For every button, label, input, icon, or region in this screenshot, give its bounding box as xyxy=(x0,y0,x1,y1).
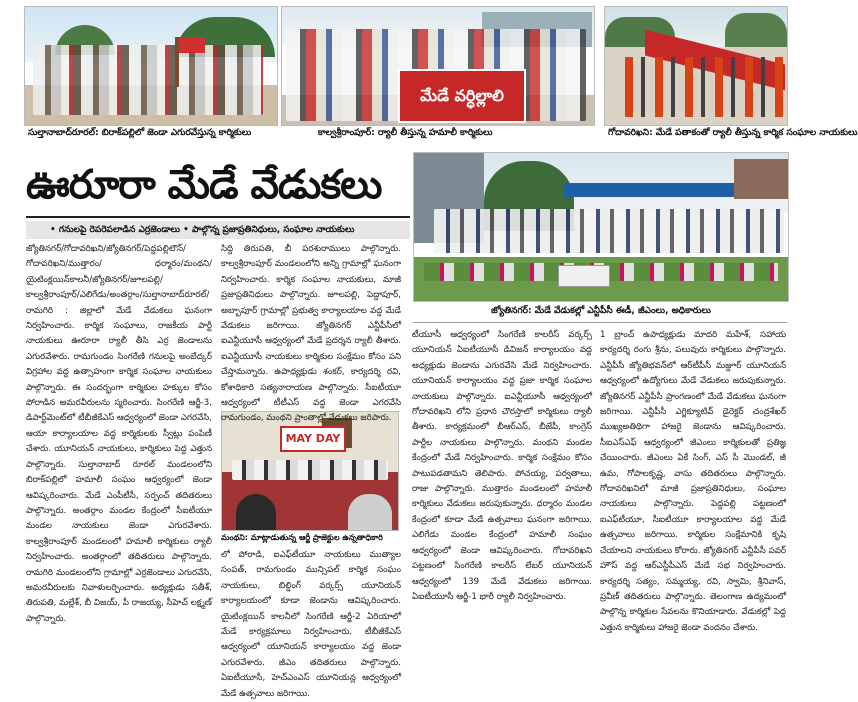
photo-jyothinagar xyxy=(413,152,789,302)
article-column-1: జ్యోతినగర్‌/గోదావరిఖని/జ్యోతినగర్‌/పెద్దపల్లిటౌన్‌/గోదావరిఖని/ముత్తారం/ ధర్మారం/మంథని/ యైటింక్లయిన్‌కాలనీ/జ్యోతినగర్‌/జూలపల్లి/కాల్వశ్రీరాంపూర్‌/ఎలిగేడు/అంతర్గాం/సుల్తానాబాద్‌రూరల్‌/ రామగిరి : జిల్లాలో మేడే వేడుకలు ఘనంగా నిర్వహించారు. కార్మిక సంఘాలు, రాజకీయ పార్టీ నాయకులు ఊరూరా ర్యాలీ తీసి ఎర్ర జెండాలను ఎగురవేశారు. రామగుండం సింగరేణి గనులపై అంబేద్కర్‌ విగ్రహాల వద్ద ఉత్సాహంగా కార్మిక సంఘాల నాయకులు పాల్గొన్నారు. ఈ సందర్భంగా కార్మికుల హక్కుల కోసం పోరాడిన అమరవీరులను స్మరించారు. సింగరేణి ఆర్జీ-3, డిపార్ట్‌మెంట్‌లో టీబీజీకేఎస్‌ ఆధ్వర్యంలో జెండా ఎగరవేసి, ఆయా కార్యాలయాల వద్ద కార్మికులకు స్వీట్లు పంపిణీ చేశారు. యూనియన్‌ నాయకులు, కార్మికులు పెద్ద ఎత్తున పాల్గొన్నారు. సుల్తానాబాద్‌ రూరల్‌ మండలంలోని బిరాక్‌పల్లిలో హమాలీ సంఘం ఆధ్వర్యంలో జెండా ఆవిష్కరించారు. మేడే ఎంపీటీసీ, సర్పంచ్‌ తదితరులు పాల్గొన్నారు. అంతర్గాం మండల కేంద్రంలో సీఐటీయూ మండల నాయకులు జెండా ఎగురవేశారు. కాల్వశ్రీరాంపూర్‌ మండలంలో హమాలీ కార్మికులు ర్యాలీ నిర్వహించారు. అంతర్గాంలో తదితరులు పాల్గొన్నారు. రామగిరి మండలంలోని గ్రామాల్లో ఎర్రజెండాలు ఎగురవేసి, అమరవీరులకు నివాళులర్పించారు. అధ్యక్షుడు సతీశ్‌, తిరుపతి, మల్లేశ్‌, బీ విజయ్‌, పీ రాజయ్య, సీహెచ్‌ లక్ష్మణ్‌ పాల్గొన్నారు. xyxy=(26,244,212,624)
photo-sultanabad xyxy=(24,6,278,126)
photo-godavarikhani xyxy=(604,6,788,126)
subheadline: • గనులపై రెపరెపలాడిన ఎర్రజెండాలు • పాల్గొన్న ప్రజాప్రతినిధులు, సంఘాల నాయకులు xyxy=(26,221,410,239)
article-column-2-bottom: లో పోరాడి, ఐఎఫ్‌టీయూ నాయకులు ముత్యాల సంపత్‌, రామగుండం మున్సిపల్‌ కార్మిక సంఘం నాయకులు, బిల్డింగ్‌ వర్కర్స్‌ యూనియన్‌ కార్యాలయంలో కూడా జెండాను ఆవిష్కరించారు. యైటింక్లయిన్‌ కాలనీలో సింగరేణి ఆర్జీ-2 ఏరియాలో మేడే కార్యక్రమాలు నిర్వహించారు. టీబీజీకేఎస్‌ ఆధ్వర్యంలో యూనియన్‌ కార్యాలయం వద్ద జెండా ఎగురవేశారు. జీఎం తదితరులు పాల్గొన్నారు. ఏఐటీయూసీ, హెచ్‌ఎంఎస్‌ యూనియన్ల ఆధ్వర్యంలో మేడే ఉత్సవాలు జరిగాయి. xyxy=(221,550,401,699)
photo-kalwasriram xyxy=(281,6,595,126)
right-divider xyxy=(413,322,787,323)
article-column-2-top: సిద్ది తిరుపతి, బీ పరశురాములు పాల్గొన్నారు. కాల్వశ్రీరాంపూర్‌ మండలంలోని అన్ని గ్రామాల్లో ఘనంగా నిర్వహించారు. కార్మిక సంఘాల నాయకులు, మాజీ ప్రజాప్రతినిధులు పాల్గొన్నారు. జూలపల్లి, పెద్దాపూర్‌, అబ్బాపూర్‌ గ్రామాల్లో ప్రభుత్వ కార్యాలయాల వద్ద మేడే వేడుకలు జరిగాయి. జ్యోతినగర్‌ ఎన్టీపీసీలో ఐఎన్టీయూసీ ఆధ్వర్యంలో మేడే ప్రదర్శన ర్యాలీ తీశారు. ఐఎన్టీయూసీ నాయకులు కార్మికుల సంక్షేమం కోసం పని చేస్తామన్నారు. ఉపాధ్యక్షుడు శంకర్‌, కార్యదర్శి రవి, కోశాధికారి సత్యనారాయణ పాల్గొన్నారు. సీఐటీయూ ఆధ్వర్యంలో టీటీఎస్‌ వద్ద జెండా ఎగరవేసి రామగుండం, మంథని ప్రాంతాల్లో వేడుకలు జరిపారు. xyxy=(221,244,401,424)
article-column-4: 1 బ్రాంచ్‌ ఉపాధ్యక్షుడు మాదరి మహేశ్‌, సహాయ కార్యదర్శి రంగు శ్రీను, పలువురు కార్మికులు పాల్గొన్నారు. ఎన్టీపీసీ జ్యోతిభవన్‌లో ఆర్‌టీపీసీ మజ్దూర్‌ యూనియన్‌ ఆధ్వర్యంలో ఉద్యోగులు మేడే వేడుకలు జరుపుకున్నారు. జ్యోతినగర్‌ ఎన్టీపీసీ ప్రాంగణంలో మేడే వేడుకలు ఘనంగా జరిగాయి. ఎన్టీపీసీ ఎగ్జిక్యూటివ్‌ డైరెక్టర్‌ చంద్రశేఖర్‌ ముఖ్యఅతిథిగా హాజరై జెండాను ఆవిష్కరించారు. సీఐఎస్‌ఎఫ్‌ ఆధ్వర్యంలో జీఎంలు కార్మికులతో ప్రతిజ్ఞ చేయించారు. జీఎంలు ఏకే సింగ్‌, ఎస్‌ సీ మొండల్‌, జీ ఉమ, గోపాలకృష్ణ, వాసు తదితరులు పాల్గొన్నారు. గోదావరిఖనిలో మాజీ ప్రజాప్రతినిధులు, సంఘాల నాయకులు పాల్గొన్నారు. పెద్దపల్లి పట్టణంలో ఐఎఫ్‌టీయూ, సీఐటీయూ కార్యాలయాల వద్ద మేడే ఉత్సవాలు జరిగాయి. కార్మికుల సంక్షేమానికి కృషి చేయాలని నాయకులు కోరారు. జ్యోతినగర్‌ ఎన్టీపీసీ పవర్‌ హౌస్‌ వద్ద ఆర్‌ఎస్టీపీఎస్‌ మేడే సభ నిర్వహించారు. కార్యదర్శి సత్యం, సమ్మయ్య, రవి, స్వామి, శ్రీనివాస్‌, ప్రవీణ్‌ తదితరులు పాల్గొన్నారు. తెలంగాణ ఉద్యమంలో పాల్గొన్న కార్మికుల సేవలను కొనియాడారు. వేడుకల్లో పెద్ద ఎత్తున కార్మికులు హాజరై జెండా వందనం చేశారు. xyxy=(600,330,786,633)
headline: ఊరూరా మేడే వేడుకలు xyxy=(26,162,382,208)
photo-sultanabad-caption: సుల్తానాబాద్‌రూరల్‌: బిరాక్‌పల్లిలో జెండా ఎగురవేస్తున్న కార్మికులు xyxy=(28,128,252,138)
photo-manthani-meeting xyxy=(221,411,399,531)
photo-kalwasriram-caption: కాల్వశ్రీరాంపూర్‌: ర్యాలీ తీస్తున్న హమాలీ కార్మికులు xyxy=(318,128,493,138)
may-day-banner: మేడే వర్ధిల్లాలి xyxy=(398,69,526,123)
photo-jyothinagar-caption: జ్యోతినగర్‌: మేడే వేడుకల్లో ఎన్టీపీసీ ఈడీ, జీఎంలు, అధికారులు xyxy=(491,306,711,316)
photo-manthani-caption: మంథని: మాట్లాడుతున్న ఆర్జీ ప్రాజెక్టుల ఉన్నతాధికారి xyxy=(221,533,383,542)
article-column-3: టీయూసీ ఆధ్వర్యంలో సింగరేణి కాలరీస్‌ వర్కర్స్‌ యూనియన్‌ ఏఐటీయూసీ డివిజన్‌ కార్యాలయం వద్ద అధ్యక్షుడు జెండాను ఎగురవేసి మేడే నిర్వహించారు. యూనియన్‌ కార్యాలయం వద్ద ప్రజా కార్మిక సంఘాల నాయకులు పాల్గొన్నారు. ఐఎన్టీయూసీ ఆధ్వర్యంలో గోదావరిఖని లోని ప్రధాన చౌరస్తాలో కార్మికులు ర్యాలీ తీశారు. కార్యక్రమంలో బీఆర్‌ఎస్‌, బీజేపీ, కాంగ్రెస్‌ పార్టీల నాయకులు పాల్గొన్నారు. మంథని మండల కేంద్రంలో మేడే నిర్వహించారు. కార్మిక సంక్షేమం కోసం పాటుపడతామని తెలిపారు. పోచయ్య, పర్వతాలు, రాజు పాల్గొన్నారు. ముత్తారం మండలంలో హమాలీ కార్మికులు వేడుకలు జరుపుకున్నారు. ధర్మారం మండల కేంద్రంలో కూడా మేడే ఉత్సవాలు ఘనంగా జరిగాయి. ఎలిగేడు మండల కేంద్రంలో హమాలీ సంఘం ఆధ్వర్యంలో జెండా ఆవిష్కరించారు. గోదావరిఖని పట్టణంలో సింగరేణి కాలరీస్‌ లేబర్‌ యూనియన్‌ ఆధ్వర్యంలో 139 మేడే వేడుకలు జరిగాయి. ఏఐటీయూసీ ఆర్జీ-1 భారీ ర్యాలీ నిర్వహించారు. xyxy=(412,330,592,602)
photo-godavarikhani-caption: గోదావరిఖని: మేడే పతాకంతో ర్యాలీ తీస్తున్న కార్మిక సంఘాల నాయకులు xyxy=(608,128,858,138)
may-day-board: MAY DAY xyxy=(280,426,346,452)
headline-divider xyxy=(26,216,410,218)
